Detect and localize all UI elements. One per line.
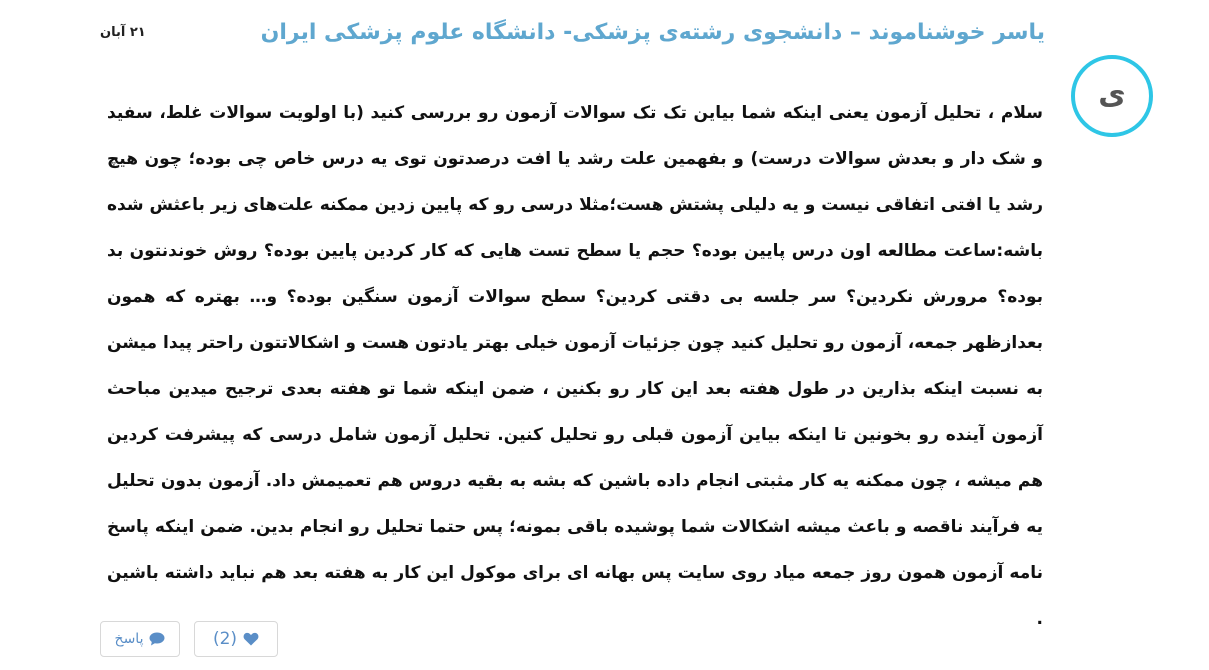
avatar-letter: ی — [1098, 76, 1126, 112]
comment-date: ۲۱ آبان — [100, 24, 146, 40]
speech-bubble-icon — [149, 632, 165, 646]
like-button[interactable] — [194, 621, 278, 657]
comment-actions — [100, 621, 278, 657]
heart-icon — [243, 632, 259, 646]
like-count: (2) — [212, 629, 238, 649]
comment-header — [100, 14, 1045, 50]
reply-label: پاسخ — [114, 631, 144, 647]
comment-author: یاسر خوشناموند – دانشجوی رشته‌ی پزشکی- دانشگاه علوم پزشکی ایران — [260, 19, 1045, 45]
avatar — [1071, 55, 1153, 137]
reply-button[interactable] — [100, 621, 180, 657]
comment-body: سلام ، تحلیل آزمون یعنی اینکه شما بیاین تک تک سوالات آزمون رو بررسی کنید (با اولویت سوالات غلط، سفید و شک دار و بعدش سوالات درست) و بفهمین علت رشد یا افت درصدتون توی یه درس خاص چی بوده؛ چون هیچ رشد یا افتی اتفاقی نیست و یه دلیلی پشتش هست؛مثلا درسی رو که پایین زدین ممکنه علت‌های زیر باعثش شده باشه:ساعت مطالعه اون درس پایین بوده؟ حجم یا سطح تست هایی که کار کردین پایین بوده؟ روش خوندنتون بد بوده؟ مرورش نکردین؟ سر جلسه بی دقتی کردین؟ سطح سوالات آزمون سنگین بوده؟ و… بهتره که همون بعدازظهر جمعه، آزمون رو تحلیل کنید چون جزئیات آزمون خیلی بهتر یادتون هست و اشکالاتتون راحتر پیدا میشن به نسبت اینکه بذارین در طول هفته بعد این کار رو بکنین ، ضمن اینکه شما تو هفته بعدی ترجیح میدین مباحث آزمون آینده رو بخونین تا اینکه بیاین آزمون قبلی رو تحلیل کنین. تحلیل آزمون شامل درسی که پیشرفت کردین هم میشه ، چون ممکنه یه کار مثبتی انجام داده باشین که بشه به بقیه دروس هم تعمیمش داد. آزمون بدون تحلیل یه فرآیند ناقصه و باعث میشه اشکالات شما پوشیده باقی بمونه؛ پس حتما تحلیل رو انجام بدین. ضمن اینکه پاسخ نامه آزمون همون روز جمعه میاد روی سایت پس بهانه ای برای موکول این کار به هفته بعد هم نباید داشته باشین . — [107, 103, 1043, 629]
